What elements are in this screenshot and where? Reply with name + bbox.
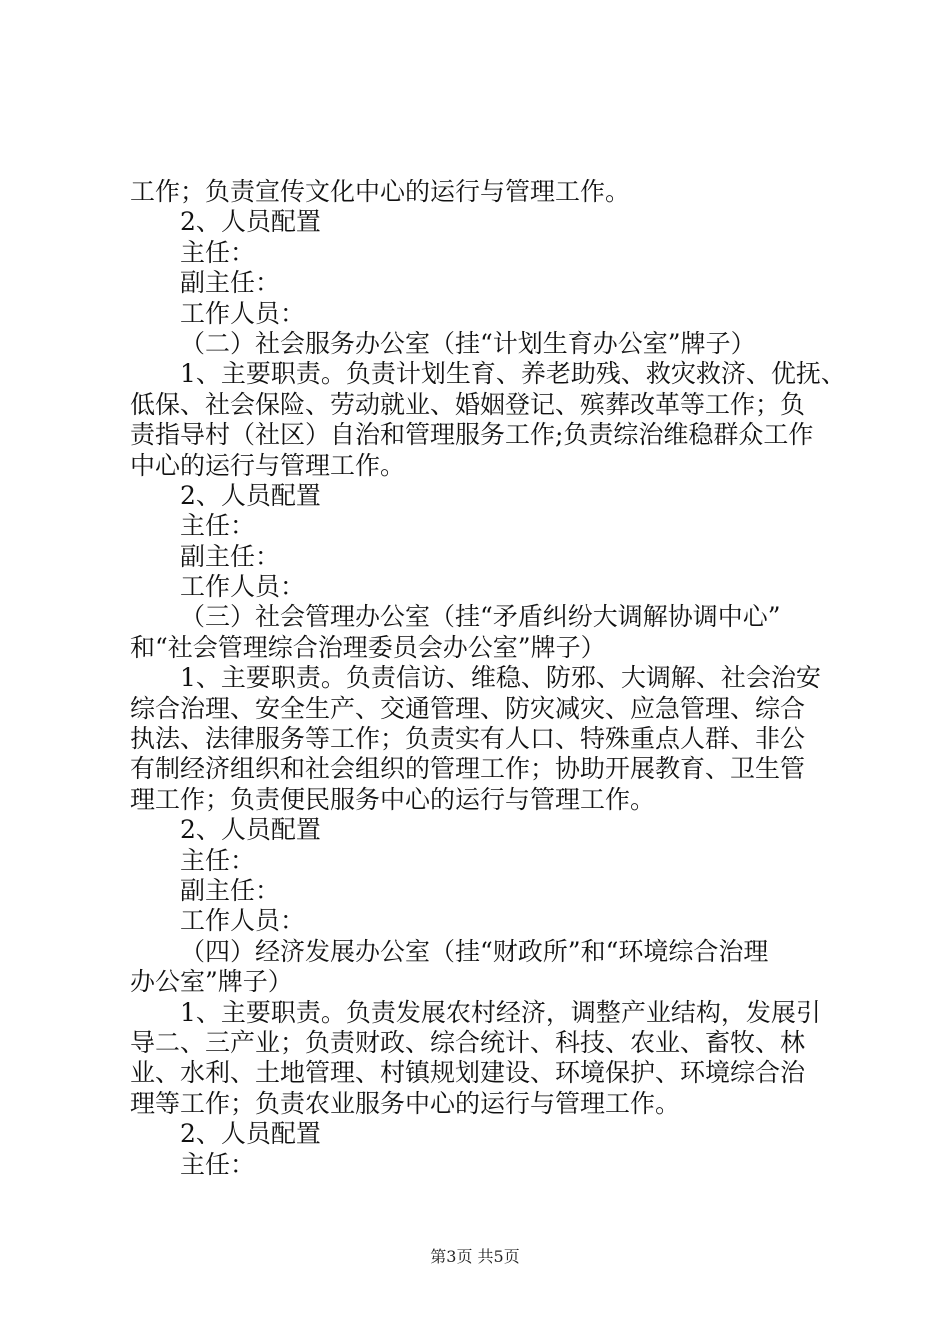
text-line: 中心的运行与管理工作。 [130, 450, 406, 480]
text-line: 主任： [180, 845, 256, 875]
text-line: 理工作；负责便民服务中心的运行与管理工作。 [130, 784, 656, 814]
text-line: 执法、法律服务等工作；负责实有人口、特殊重点人群、非公 [130, 724, 806, 754]
text-line: 责指导村（社区）自治和管理服务工作;负责综治维稳群众工作 [130, 420, 814, 450]
text-line: 2、人员配置 [180, 815, 321, 845]
section-heading: （二）社会服务办公室（挂“计划生育办公室”牌子） [180, 328, 756, 358]
text-line: 工作人员： [180, 298, 306, 328]
text-line: 副主任： [180, 268, 281, 298]
text-line: 低保、社会保险、劳动就业、婚姻登记、殡葬改革等工作；负 [130, 389, 806, 419]
text-line: 工作；负责宣传文化中心的运行与管理工作。 [130, 177, 631, 206]
text-line: 主任： [180, 511, 256, 541]
text-line: 理等工作；负责农业服务中心的运行与管理工作。 [130, 1088, 681, 1118]
text-line: 导二、三产业；负责财政、综合统计、科技、农业、畜牧、林 [130, 1027, 806, 1057]
text-line: 主任： [180, 237, 256, 267]
text-line: 2、人员配置 [180, 480, 321, 510]
text-line: 副主任： [180, 541, 281, 571]
section-heading: 和“社会管理综合治理委员会办公室”牌子） [130, 632, 606, 662]
text-line: 1、主要职责。负责信访、维稳、防邪、大调解、社会治安 [180, 663, 821, 693]
section-heading: （三）社会管理办公室（挂“矛盾纠纷大调解协调中心” [180, 602, 781, 632]
text-line: 2、人员配置 [180, 207, 321, 237]
section-heading: 办公室”牌子） [130, 967, 293, 997]
text-line: 工作人员： [180, 572, 306, 602]
text-line: 主任： [180, 1149, 256, 1179]
text-line: 副主任： [180, 875, 281, 905]
text-line: 1、主要职责。负责计划生育、养老助残、救灾救济、优抚、 [180, 359, 846, 389]
text-line: 1、主要职责。负责发展农村经济，调整产业结构，发展引 [180, 997, 821, 1027]
section-heading: （四）经济发展办公室（挂“财政所”和“环境综合治理 [180, 936, 769, 966]
text-line: 有制经济组织和社会组织的管理工作；协助开展教育、卫生管 [130, 754, 806, 784]
document-body [130, 177, 846, 1180]
page-footer: 第3页 共5页 [430, 1247, 520, 1266]
text-line: 综合治理、安全生产、交通管理、防灾减灾、应急管理、综合 [130, 693, 806, 723]
text-line: 业、水利、土地管理、村镇规划建设、环境保护、环境综合治 [130, 1058, 806, 1088]
text-line: 2、人员配置 [180, 1119, 321, 1149]
text-line: 工作人员： [180, 906, 306, 936]
